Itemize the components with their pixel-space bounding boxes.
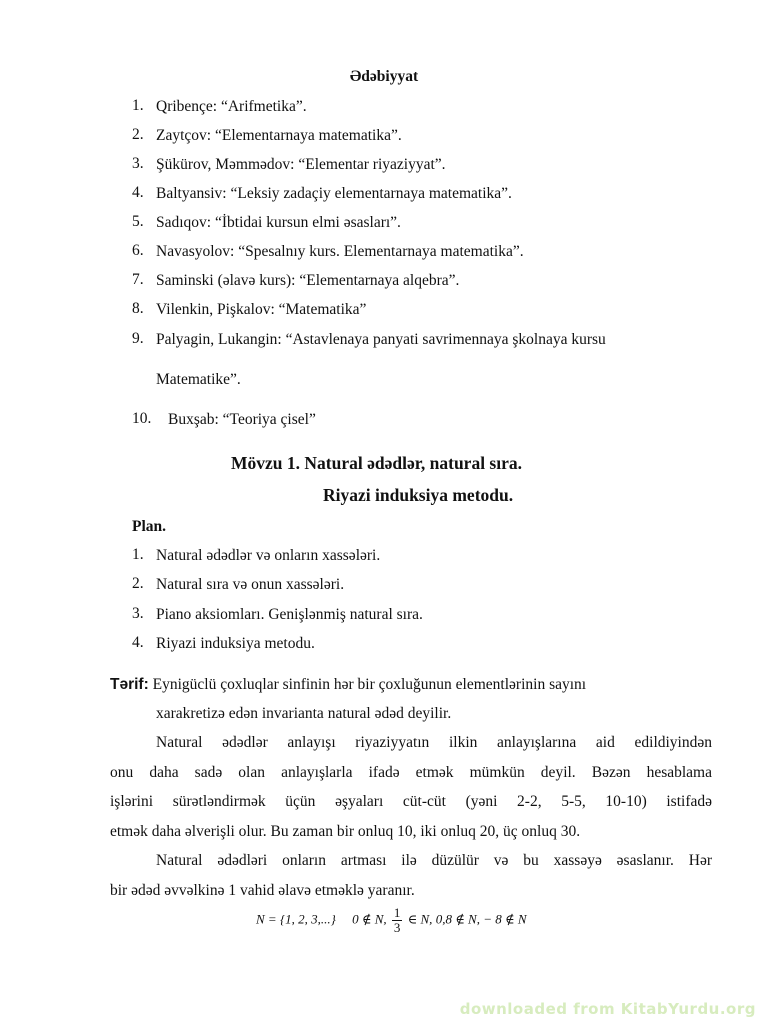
ref-num: 1. (132, 97, 144, 114)
plan-num: 4. (132, 634, 144, 651)
ref-text: Palyagin, Lukangin: “Astavlenaya panyati savrimennaya şkolnaya kursu (156, 331, 606, 348)
ref-text: Şükürov, Məmmədov: “Elementar riyaziyyat”. (156, 156, 446, 173)
formula-part: 0,8 ∉ N, (435, 911, 480, 927)
references-title: Ədəbiyyat (349, 68, 419, 85)
ref-num: 6. (132, 242, 144, 259)
ref-text: Navasyolov: “Spesalnıy kurs. Elementarnaya matematika”. (156, 243, 524, 260)
ref-text: Buxşab: “Teoriya çisel” (168, 411, 316, 428)
definition-line1 (110, 675, 586, 695)
ref-num: 10. (132, 410, 152, 427)
fraction-denominator: 3 (393, 920, 401, 935)
ref-text: Vilenkin, Pişkalov: “Matematika” (156, 301, 367, 318)
formula-part: ∈ N, (407, 911, 433, 927)
ref-text: Sadıqov: “İbtidai kursun elmi əsasları”. (156, 214, 401, 231)
topic-heading-line2: Riyazi induksiya metodu. (323, 485, 514, 505)
definition-text: Eynigüclü çoxluqlar sinfinin hər bir çoxluğunun elementlərinin sayını (152, 676, 587, 693)
paragraph-line: Natural ədədləri onların artması ilə düzülür və bu xassəyə əsaslanır. Hər (156, 852, 712, 869)
plan-num: 2. (132, 575, 144, 592)
ref-num: 2. (132, 126, 144, 143)
topic-heading-line1: Mövzu 1. Natural ədədlər, natural sıra. (231, 453, 522, 473)
ref-num: 7. (132, 271, 144, 288)
formula-set: N = {1, 2, 3,...} (256, 911, 336, 927)
plan-item: Piano aksiomları. Genişlənmiş natural sıra. (156, 606, 423, 623)
ref-text: Qribençe: “Arifmetika”. (156, 98, 307, 115)
ref-num: 5. (132, 213, 144, 230)
natural-set-formula (256, 906, 527, 935)
plan-heading: Plan. (132, 518, 167, 535)
watermark: downloaded from KitabYurdu.org (459, 1000, 756, 1018)
ref-num: 8. (132, 300, 144, 317)
paragraph-line: etmək daha əlverişli olur. Bu zaman bir onluq 10, iki onluq 20, üç onluq 30. (110, 823, 581, 840)
plan-item: Natural sıra və onun xassələri. (156, 576, 345, 593)
paragraph-line: bir ədəd əvvəlkinə 1 vahid əlavə etməklə yaranır. (110, 882, 415, 899)
paragraph-line: onu daha sadə olan anlayışlarla ifadə etmək mümkün deyil. Bəzən hesablama (110, 764, 712, 781)
ref-text: Saminski (əlavə kurs): “Elementarnaya alqebra”. (156, 272, 460, 289)
ref-text-continuation: Matematike”. (156, 371, 241, 388)
formula-part: 0 ∉ N, (352, 911, 387, 927)
paragraph-line: Natural ədədlər anlayışı riyaziyyatın ilkin anlayışlarına aid edildiyindən (156, 734, 712, 751)
paragraph-line: işlərini sürətləndirmək üçün əşyaları cüt-cüt (yəni 2-2, 5-5, 10-10) istifadə (110, 793, 712, 810)
plan-item: Natural ədədlər və onların xassələri. (156, 547, 381, 564)
formula-part: − 8 ∉ N (483, 911, 527, 927)
fraction-numerator: 1 (393, 905, 401, 920)
definition-line2: xarakretizə edən invarianta natural ədəd deyilir. (156, 705, 452, 722)
fraction (392, 906, 403, 935)
plan-num: 1. (132, 546, 144, 563)
ref-text: Zaytçov: “Elementarnaya matematika”. (156, 127, 402, 144)
ref-text: Baltyansiv: “Leksiy zadaçiy elementarnaya matematika”. (156, 185, 512, 202)
ref-num: 9. (132, 330, 144, 347)
definition-label: Tərif: (110, 676, 149, 693)
ref-num: 3. (132, 155, 144, 172)
plan-item: Riyazi induksiya metodu. (156, 635, 315, 652)
plan-num: 3. (132, 605, 144, 622)
ref-num: 4. (132, 184, 144, 201)
